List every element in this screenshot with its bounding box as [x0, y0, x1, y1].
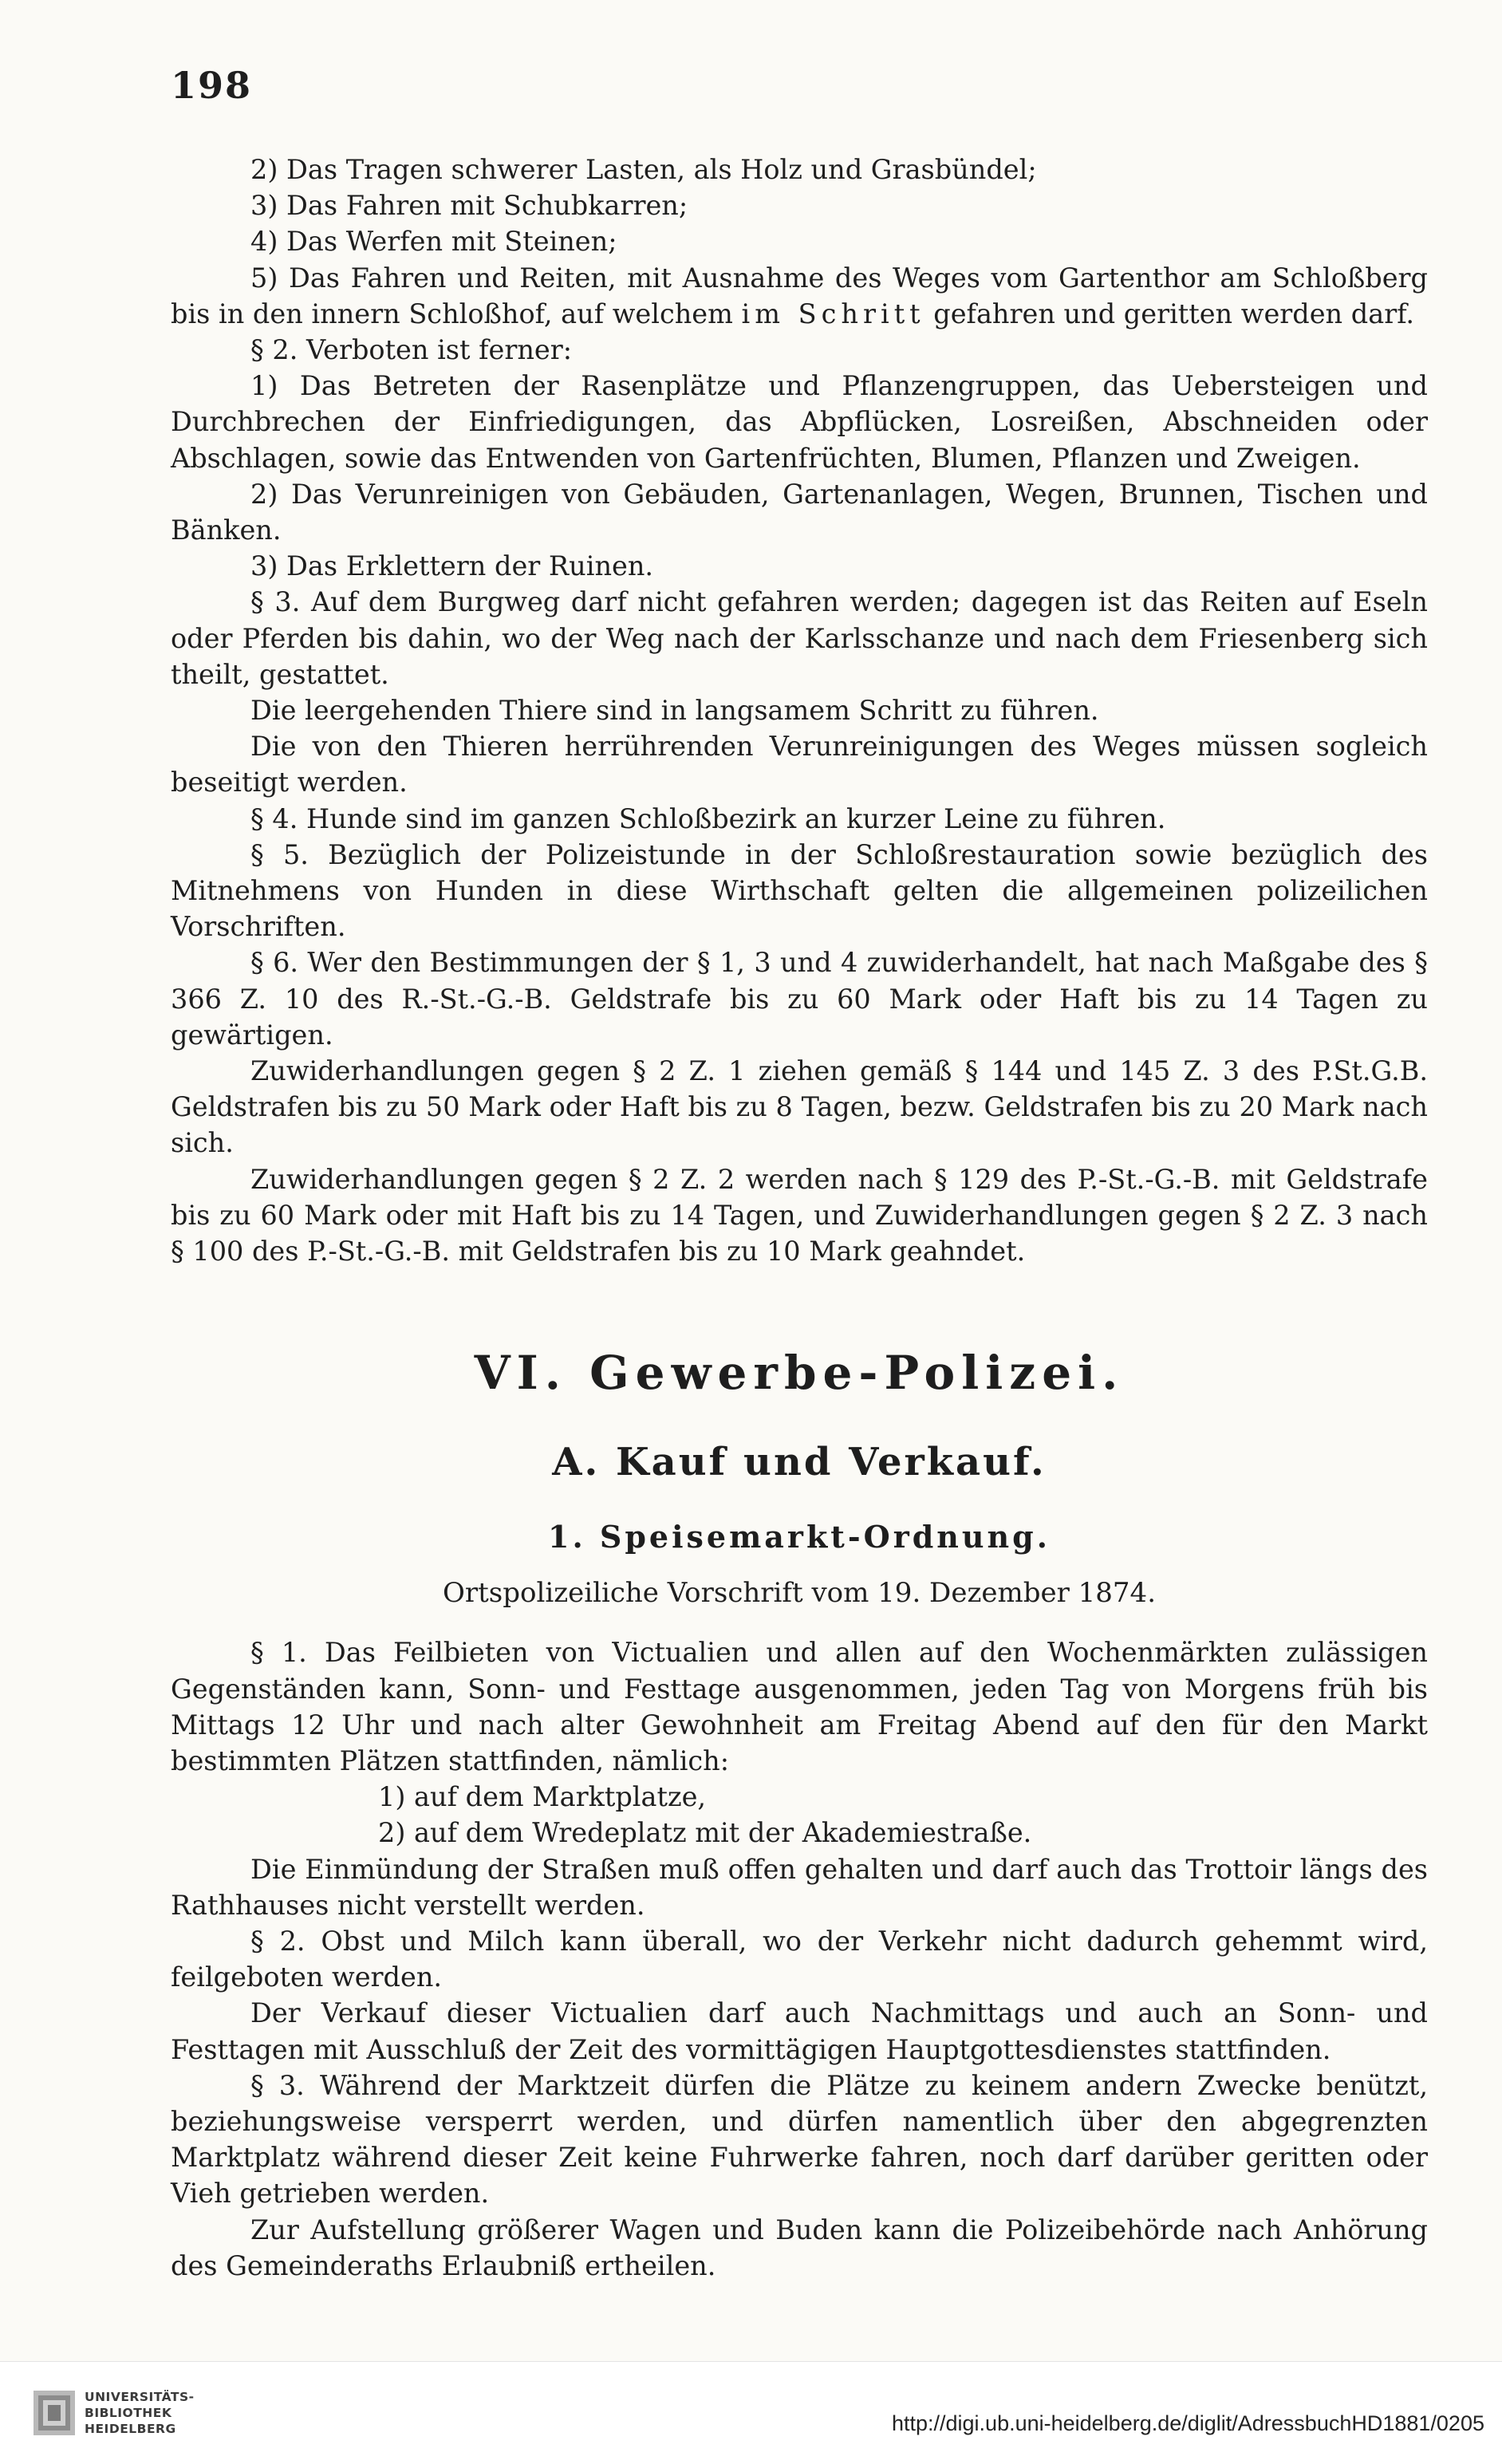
paragraph: 5) Das Fahren und Reiten, mit Ausnahme des Weges vom Gartenthor am Schloßberg bis in den innern Schloßhof, auf welchem im Schritt gefahren und geritten werden darf. [171, 262, 1428, 329]
subsection-heading: 1. Speisemarkt-Ordnung. [548, 1519, 1051, 1555]
paragraph: 2) Das Tragen schwerer Lasten, als Holz und Grasbündel; [250, 154, 1037, 185]
paragraph: § 2. Obst und Milch kann überall, wo der Verkehr nicht dadurch gehemmt wird, feilgeboten werden. [171, 1925, 1428, 1993]
paragraph: Die Einmündung der Straßen muß offen gehalten und darf auch das Trottoir längs des Rathhauses nicht verstellt werden. [171, 1853, 1428, 1921]
paragraph: Zuwiderhandlungen gegen § 2 Z. 1 ziehen gemäß § 144 und 145 Z. 3 des P.St.G.B. Geldstrafen bis zu 50 Mark oder Haft bis zu 8 Tagen, bezw. Geldstrafen bis zu 20 Mark nach sich. [171, 1055, 1428, 1159]
section-heading: A. Kauf und Verkauf. [552, 1440, 1047, 1485]
paragraph: Zuwiderhandlungen gegen § 2 Z. 2 werden nach § 129 des P.-St.-G.-B. mit Geldstrafe bis zu 60 Mark oder mit Haft bis zu 14 Tagen, und Zuwiderhandlungen gegen § 2 Z. 3 nach § 100 des P.-St.-G.-B. mit Geldstrafen bis zu 10 Mark geahndet. [171, 1163, 1428, 1267]
paragraph: § 1. Das Feilbieten von Victualien und allen auf den Wochenmärkten zulässigen Gegenständen kann, Sonn- und Festtage ausgenommen, jeden Tag von Morgens früh bis Mittags 12 Uhr und nach alter Gewohnheit am Freitag Abend auf den für den Markt bestimmten Plätzen stattfinden, nämlich: [171, 1637, 1428, 1776]
logo-line: HEIDELBERG [85, 2422, 176, 2436]
paragraph: Zur Aufstellung größerer Wagen und Buden kann die Polizeibehörde nach Anhörung des Gemeinderaths Erlaubniß ertheilen. [171, 2214, 1428, 2281]
page-number: 198 [171, 64, 253, 107]
library-logo-text [85, 2389, 195, 2437]
paragraph: Die leergehenden Thiere sind in langsamem Schritt zu führen. [250, 695, 1099, 727]
paragraph: 3) Das Erklettern der Ruinen. [250, 550, 654, 582]
list-item: 1) auf dem Marktplatze, [378, 1781, 707, 1813]
chapter-heading: VI. Gewerbe-Polizei. [474, 1346, 1125, 1401]
paragraph: 2) Das Verunreinigen von Gebäuden, Gartenanlagen, Wegen, Brunnen, Tischen und Bänken. [171, 478, 1428, 546]
paragraph: § 5. Bezüglich der Polizeistunde in der Schloßrestauration sowie bezüglich des Mitnehmens von Hunden in diese Wirthschaft gelten die allgemeinen polizeilichen Vorschriften. [171, 838, 1428, 943]
source-url-link[interactable]: http://digi.ub.uni-heidelberg.de/diglit/AdressbuchHD1881/0205 [891, 2411, 1484, 2435]
regulation-note: Ortspolizeiliche Vorschrift vom 19. Dezember 1874. [442, 1577, 1156, 1610]
section-top-paragraphs [171, 152, 1428, 1269]
page-text [171, 152, 1428, 2284]
list-item: 2) auf dem Wredeplatz mit der Akademiestraße. [378, 1817, 1032, 1849]
university-library-seal-icon [32, 2389, 77, 2437]
section-spacer [171, 1269, 1428, 1341]
logo-line: UNIVERSITÄTS- [85, 2390, 195, 2404]
paragraph: § 6. Wer den Bestimmungen der § 1, 3 und 4 zuwiderhandelt, hat nach Maßgabe des § 366 Z. 10 des R.-St.-G.-B. Geldstrafe bis zu 60 Mark oder Haft bis zu 14 Tagen zu gewärtigen. [171, 947, 1428, 1051]
paragraph: Der Verkauf dieser Victualien darf auch Nachmittags und auch an Sonn- und Festtagen mit Ausschluß der Zeit des vormittägigen Hauptgottesdienstes stattfinden. [171, 1997, 1428, 2065]
paragraph: 1) Das Betreten der Rasenplätze und Pflanzengruppen, das Uebersteigen und Durchbrechen der Einfriedigungen, das Abpflücken, Losreißen, Abschneiden oder Abschlagen, sowie das Entwenden von Gartenfrüchten, Blumen, Pflanzen und Zweigen. [171, 370, 1428, 474]
section-bottom-paragraphs [171, 1634, 1428, 2284]
paragraph: § 3. Während der Marktzeit dürfen die Plätze zu keinem andern Zwecke benützt, beziehungsweise versperrt werden, und dürfen namentlich über den abgegrenzten Marktplatz während dieser Zeit keine Fuhrwerke fahren, noch darf darüber geritten oder Vieh getrieben werden. [171, 2069, 1428, 2210]
paragraph: 3) Das Fahren mit Schubkarren; [250, 190, 688, 222]
library-logo[interactable] [32, 2386, 223, 2442]
paragraph: § 3. Auf dem Burgweg darf nicht gefahren werden; dagegen ist das Reiten auf Eseln oder Pferden bis dahin, wo der Weg nach der Karlsschanze und nach dem Friesenberg sich theilt, gestattet. [171, 586, 1428, 690]
viewer-footer [0, 2361, 1502, 2464]
paragraph: Die von den Thieren herrührenden Verunreinigungen des Weges müssen sogleich beseitigt werden. [171, 731, 1428, 798]
paragraph: § 4. Hunde sind im ganzen Schloßbezirk an kurzer Leine zu führen. [250, 802, 1166, 834]
logo-line: BIBLIOTHEK [85, 2406, 172, 2420]
paragraph: § 2. Verboten ist ferner: [250, 334, 573, 366]
paragraph: 4) Das Werfen mit Steinen; [250, 226, 617, 258]
